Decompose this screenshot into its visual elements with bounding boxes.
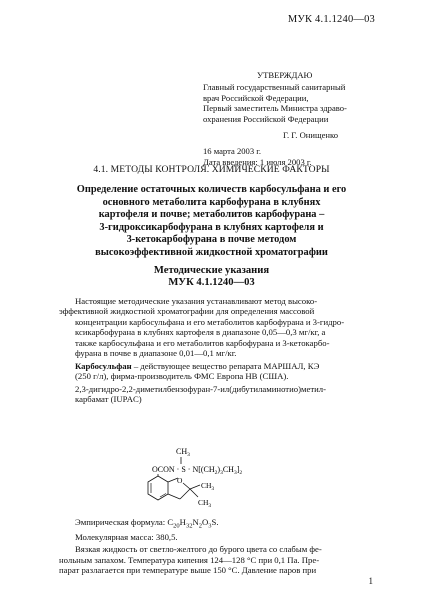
text-line: фурана в почве в диапазоне 0,01—0,1 мг/кг. (75, 348, 237, 359)
title-line: Определение остаточных количеств карбосульфана и его (76, 184, 347, 195)
approval-line: охранения Российской Федерации (203, 113, 329, 124)
approval-signer: Г. Г. Онищенко (283, 130, 339, 141)
oxygen-label: O (177, 476, 183, 485)
text-line: 2,3-дигидро-2,2-диметилбензофуран-7-ил(дибутиламинотио)метил- (75, 383, 327, 394)
approval-date: 16 марта 2003 г. (203, 146, 261, 157)
text-line: нольным запахом. Температура кипения 124—128 °С при 0,1 Па. Пре- (59, 554, 320, 565)
subtitle-line: Методические указания (153, 265, 270, 276)
methyl-label: $CH_3$ (201, 481, 215, 492)
subtitle-code: МУК 4.1.1240—03 (168, 277, 255, 289)
approval-line: Главный государственный санитарный (203, 82, 346, 93)
double-bond (160, 494, 166, 498)
intro-paragraph (59, 296, 381, 359)
term-paragraph (59, 361, 381, 382)
molar-mass: Молекулярная масса: 380,5. (75, 532, 178, 543)
body-text (59, 296, 381, 407)
text-line: также карбосульфана и его метаболитов карбофурана и 3-кетокарбо- (75, 337, 330, 348)
formula-block (59, 517, 381, 543)
title-line: основного метаболита карбофурана в клубнях (102, 196, 321, 208)
text-line: карбамат (IUPAC) (75, 394, 142, 405)
text-line: (250 г/л), фирма-производитель ФМС Европа НВ (США). (75, 371, 289, 382)
bond-line (180, 489, 190, 499)
text-line: эффективной жидкостной хроматографии для определения массовой (59, 306, 315, 317)
text-line: Вязкая жидкость от светло-желтого до бурого цвета со слабым фе- (75, 544, 322, 554)
title-line: картофеля и почве; метаболитов карбофурана – (98, 209, 325, 221)
document-code: МУК 4.1.1240—03 (287, 14, 375, 25)
bond-line (183, 483, 190, 489)
term-definition: – действующее вещество репарата МАРШАЛ, КЭ (131, 360, 320, 371)
text-line: ксикарбофурана в клубнях картофеля в диапазоне 0,05—0,3 мг/кг, а (75, 327, 326, 338)
page-number: 1 (368, 576, 373, 586)
document-subtitle (0, 265, 423, 290)
title-line: высокоэффективной жидкостной хроматографии (95, 246, 328, 258)
methyl-label: $CH_3$ (198, 498, 212, 509)
bond-line (168, 494, 180, 499)
description-paragraph (59, 544, 381, 576)
section-heading: 4.1. МЕТОДЫ КОНТРОЛЯ. ХИМИЧЕСКИЕ ФАКТОРЫ (93, 164, 330, 175)
bond-line (190, 489, 198, 497)
title-line: 3-кетокарбофурана в почве методом (126, 234, 297, 246)
iupac-paragraph (59, 384, 381, 405)
text-line: концентрации карбосульфана и его метаболитов карбофурана и 3-гидро- (75, 316, 345, 327)
carbamate-chain: OCON · $S \cdot N[(CH_2)_3CH_3]_2$ (152, 465, 243, 476)
bond-line (190, 485, 200, 489)
approval-line: Первый заместитель Министра здраво- (203, 103, 347, 114)
structural-formula (118, 445, 318, 515)
approval-block (203, 70, 383, 167)
title-line: 3-гидроксикарбофурана в клубнях картофеля и (99, 221, 324, 233)
approval-line: врач Российской Федерации, (203, 92, 309, 103)
effective-date: Дата введения: 1 июля 2003 г. (203, 156, 312, 167)
term-name: Карбосульфан (75, 360, 132, 371)
approval-title: УТВЕРЖДАЮ (257, 70, 313, 80)
document-title (40, 184, 383, 260)
empirical-formula: Эмпирическая формула: $C_{20}H_{32}N_2O_3S$. (75, 517, 219, 530)
methyl-label: $CH_3$ (176, 447, 190, 458)
text-line: парат разлагается при температуре выше 150 °С. Давление паров при (59, 565, 317, 576)
text-line: Настоящие методические указания устанавливают метод высоко- (75, 296, 318, 306)
